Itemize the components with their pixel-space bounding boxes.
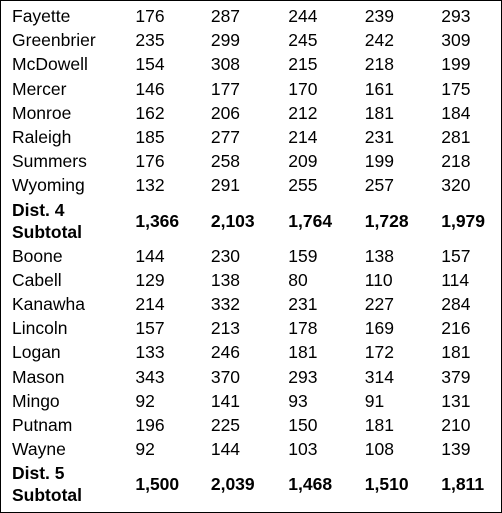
value-cell: 218: [441, 151, 471, 172]
value-cell: 146: [135, 78, 165, 99]
table-row: [12, 4, 501, 28]
table-row: [12, 268, 501, 292]
value-cell: 181: [288, 342, 318, 363]
value-cell: 150: [288, 414, 318, 435]
value-cell: 157: [135, 318, 165, 339]
value-cell: 138: [364, 245, 394, 266]
county-name-cell: Greenbrier: [12, 30, 96, 51]
value-cell: 170: [288, 78, 318, 99]
value-cell: 129: [135, 269, 165, 290]
value-cell: 299: [210, 30, 241, 51]
value-cell: 110: [364, 269, 393, 290]
value-cell: 175: [441, 78, 471, 99]
value-cell: 169: [364, 318, 394, 339]
table-row: [12, 292, 501, 316]
table-row: [12, 149, 501, 173]
subtotal-value-cell: 2,103: [210, 210, 255, 231]
county-name-cell: Kanawha: [12, 293, 85, 314]
value-cell: 139: [441, 439, 471, 460]
value-cell: 246: [210, 342, 241, 363]
table-row: [12, 244, 501, 268]
value-cell: 178: [288, 318, 318, 339]
value-cell: 212: [288, 102, 318, 123]
value-cell: 133: [135, 342, 165, 363]
value-cell: 309: [441, 30, 471, 51]
value-cell: 227: [364, 293, 394, 314]
subtotal-label-line2: Subtotal: [12, 485, 82, 506]
value-cell: 103: [288, 439, 318, 460]
value-cell: 370: [210, 366, 241, 387]
value-cell: 144: [135, 245, 165, 266]
subtotal-value-cell: 2,039: [210, 474, 255, 495]
value-cell: 92: [135, 439, 155, 460]
value-cell: 287: [210, 6, 241, 27]
value-cell: 154: [135, 54, 165, 75]
subtotal-label-line1: Dist. 4: [12, 199, 65, 220]
value-cell: 213: [210, 318, 241, 339]
county-name-cell: McDowell: [12, 54, 88, 75]
value-cell: 231: [288, 293, 318, 314]
table-row: [12, 173, 501, 197]
table-row: [12, 413, 501, 437]
value-cell: 162: [135, 102, 165, 123]
table-row: [12, 389, 501, 413]
table-row: [12, 28, 501, 52]
value-cell: 277: [210, 127, 241, 148]
county-name-cell: Cabell: [12, 269, 62, 290]
value-cell: 141: [210, 390, 241, 411]
value-cell: 176: [135, 6, 165, 27]
subtotal-row: [12, 461, 501, 507]
value-cell: 108: [364, 439, 394, 460]
value-cell: 114: [441, 269, 470, 290]
value-cell: 235: [135, 30, 165, 51]
value-cell: 343: [135, 366, 165, 387]
value-cell: 239: [364, 6, 394, 27]
value-cell: 258: [210, 151, 241, 172]
value-cell: 293: [288, 366, 318, 387]
county-counts-table: [12, 4, 501, 507]
value-cell: 293: [441, 6, 471, 27]
county-name-cell: Logan: [12, 342, 61, 363]
value-cell: 255: [288, 175, 318, 196]
value-cell: 242: [364, 30, 394, 51]
value-cell: 225: [210, 414, 241, 435]
value-cell: 92: [135, 390, 155, 411]
table-row: [12, 101, 501, 125]
value-cell: 80: [288, 269, 308, 290]
county-name-cell: Mingo: [12, 390, 60, 411]
value-cell: 320: [441, 175, 471, 196]
county-name-cell: Wyoming: [12, 175, 85, 196]
value-cell: 244: [288, 6, 318, 27]
subtotal-label: [12, 461, 135, 507]
value-cell: 281: [441, 127, 471, 148]
value-cell: 181: [364, 414, 394, 435]
county-name-cell: Mason: [12, 366, 65, 387]
value-cell: 215: [288, 54, 318, 75]
table-row: [12, 77, 501, 101]
county-name-cell: Wayne: [12, 439, 66, 460]
county-name-cell: Fayette: [12, 6, 71, 27]
value-cell: 131: [441, 390, 471, 411]
table-row: [12, 316, 501, 340]
subtotal-label: [12, 198, 135, 244]
subtotal-value-cell: 1,468: [288, 474, 333, 495]
county-name-cell: Putnam: [12, 414, 73, 435]
county-name-cell: Lincoln: [12, 318, 68, 339]
value-cell: 308: [210, 54, 241, 75]
value-cell: 284: [441, 293, 471, 314]
value-cell: 245: [288, 30, 318, 51]
value-cell: 181: [441, 342, 471, 363]
value-cell: 185: [135, 127, 165, 148]
value-cell: 144: [210, 439, 241, 460]
value-cell: 157: [441, 245, 471, 266]
table-row: [12, 52, 501, 76]
value-cell: 206: [210, 102, 241, 123]
value-cell: 159: [288, 245, 318, 266]
value-cell: 181: [364, 102, 394, 123]
county-name-cell: Boone: [12, 245, 63, 266]
value-cell: 332: [210, 293, 241, 314]
subtotal-value-cell: 1,510: [364, 474, 409, 495]
value-cell: 172: [364, 342, 394, 363]
value-cell: 176: [135, 151, 165, 172]
table-row: [12, 340, 501, 364]
value-cell: 196: [135, 414, 165, 435]
value-cell: 216: [441, 318, 471, 339]
subtotal-row: [12, 198, 501, 244]
value-cell: 184: [441, 102, 471, 123]
table-row: [12, 125, 501, 149]
subtotal-label-line2: Subtotal: [12, 221, 82, 242]
value-cell: 177: [210, 78, 241, 99]
value-cell: 210: [441, 414, 471, 435]
value-cell: 161: [364, 78, 394, 99]
value-cell: 209: [288, 151, 318, 172]
county-name-cell: Raleigh: [12, 127, 72, 148]
value-cell: 132: [135, 175, 165, 196]
value-cell: 230: [210, 245, 241, 266]
value-cell: 314: [364, 366, 394, 387]
subtotal-value-cell: 1,366: [135, 210, 180, 231]
value-cell: 91: [364, 390, 385, 411]
value-cell: 138: [210, 269, 241, 290]
value-cell: 379: [441, 366, 471, 387]
subtotal-value-cell: 1,811: [441, 474, 485, 495]
subtotal-value-cell: 1,764: [288, 210, 333, 231]
subtotal-label-line1: Dist. 5: [12, 463, 65, 484]
county-name-cell: Summers: [12, 151, 87, 172]
value-cell: 214: [288, 127, 318, 148]
subtotal-value-cell: 1,500: [135, 474, 180, 495]
table-row: [12, 364, 501, 388]
county-name-cell: Monroe: [12, 102, 72, 123]
value-cell: 218: [364, 54, 394, 75]
value-cell: 199: [441, 54, 471, 75]
subtotal-value-cell: 1,979: [441, 210, 486, 231]
table-body: [12, 4, 501, 507]
value-cell: 231: [364, 127, 394, 148]
value-cell: 199: [364, 151, 394, 172]
table-row: [12, 437, 501, 461]
county-name-cell: Mercer: [12, 78, 67, 99]
value-cell: 291: [210, 175, 241, 196]
value-cell: 214: [135, 293, 165, 314]
value-cell: 257: [364, 175, 394, 196]
value-cell: 93: [288, 390, 308, 411]
subtotal-value-cell: 1,728: [364, 210, 409, 231]
